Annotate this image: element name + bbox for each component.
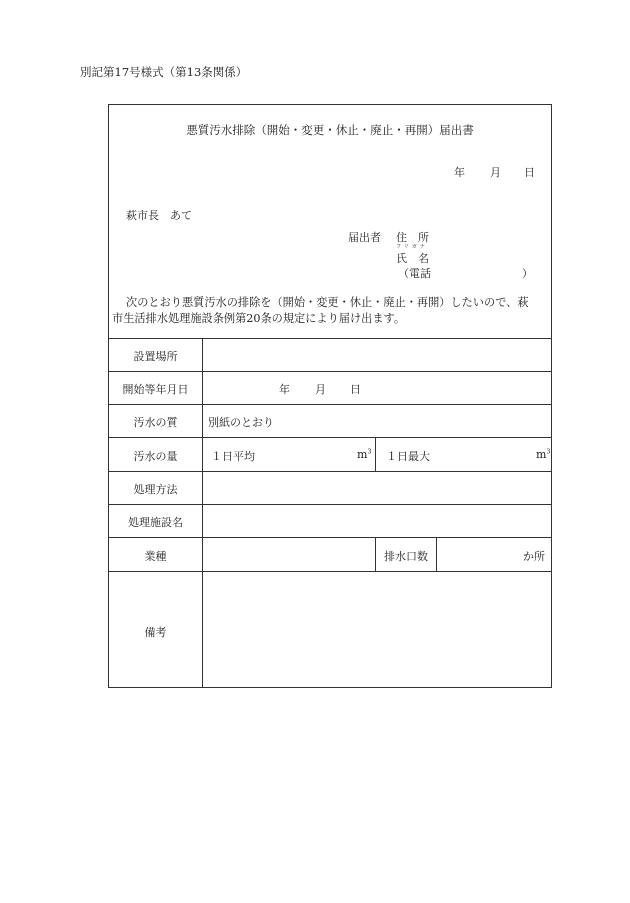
address-label: 住 所 bbox=[396, 231, 429, 244]
daily-max-unit bbox=[536, 448, 550, 461]
industry-label: 業種 bbox=[144, 550, 167, 563]
quality-label: 汚水の質 bbox=[133, 416, 178, 429]
daily-average-label: １日平均 bbox=[211, 450, 255, 463]
row-rule bbox=[108, 371, 552, 372]
body-text-line1: 次のとおり悪質汚水の排除を（開始・変更・休止・廃止・再開）したいので、萩 bbox=[126, 296, 529, 309]
row-rule bbox=[108, 571, 552, 572]
method-label: 処理方法 bbox=[133, 483, 178, 496]
applicant-label: 届出者 bbox=[348, 231, 381, 244]
row-rule bbox=[108, 537, 552, 538]
remarks-label: 備考 bbox=[144, 626, 167, 639]
date-month-label: 月 bbox=[490, 166, 501, 179]
phone-close: ） bbox=[522, 267, 533, 280]
row-rule bbox=[108, 504, 552, 505]
unit-m: m bbox=[357, 448, 368, 461]
date-day-label: 日 bbox=[524, 166, 535, 179]
unit-cubed: 3 bbox=[367, 448, 372, 456]
table-top-rule bbox=[108, 338, 552, 339]
start-day-label: 日 bbox=[350, 383, 361, 396]
outlets-label: 排水口数 bbox=[384, 550, 428, 563]
row-rule bbox=[108, 471, 552, 472]
name-label: 氏 名 bbox=[396, 252, 429, 265]
industry-divider-rule bbox=[375, 537, 376, 571]
date-year-label: 年 bbox=[454, 166, 465, 179]
furigana-label: フリガナ bbox=[396, 244, 428, 250]
row-rule bbox=[108, 404, 552, 405]
daily-max-label: １日最大 bbox=[386, 450, 430, 463]
row-rule bbox=[108, 437, 552, 438]
label-column-rule bbox=[202, 338, 203, 688]
volume-divider-rule bbox=[375, 437, 376, 471]
start-year-label: 年 bbox=[279, 383, 290, 396]
addressee: 萩市長 あて bbox=[126, 209, 192, 222]
daily-average-unit bbox=[357, 448, 371, 461]
facility-label: 処理施設名 bbox=[128, 516, 183, 529]
form-title: 悪質汚水排除（開始・変更・休止・廃止・再開）届出書 bbox=[186, 123, 474, 137]
location-label: 設置場所 bbox=[133, 350, 178, 363]
quality-value: 別紙のとおり bbox=[208, 416, 274, 429]
start-date-label: 開始等年月日 bbox=[122, 383, 189, 396]
phone-open: （電話 bbox=[398, 267, 431, 280]
outlets-unit: か所 bbox=[523, 550, 545, 563]
outlets-divider-rule bbox=[436, 537, 437, 571]
body-text-line2: 市生活排水処理施設条例第20条の規定により届け出ます。 bbox=[112, 312, 406, 325]
unit-cubed: 3 bbox=[546, 448, 551, 456]
volume-label: 汚水の量 bbox=[133, 450, 178, 463]
unit-m: m bbox=[536, 448, 547, 461]
start-month-label: 月 bbox=[315, 383, 326, 396]
form-reference: 別記第17号様式（第13条関係） bbox=[80, 65, 248, 79]
